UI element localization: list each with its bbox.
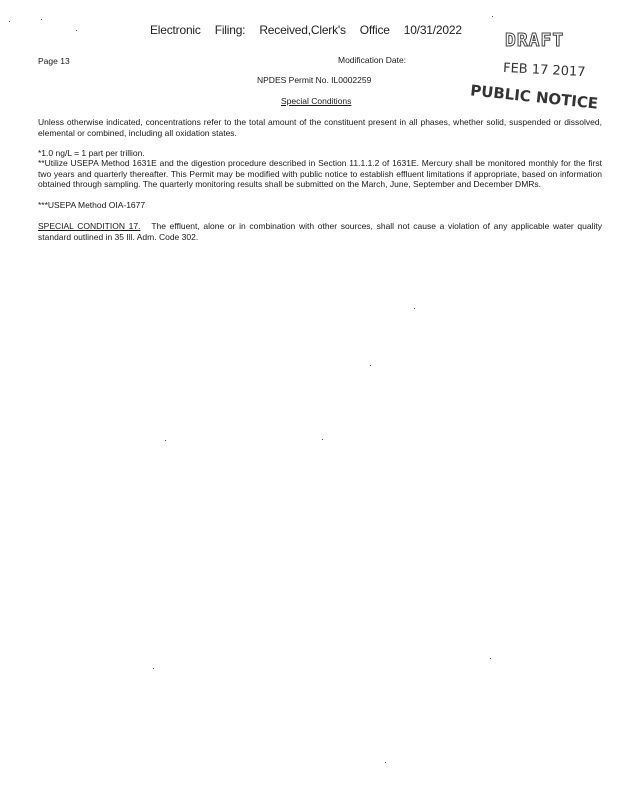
scan-speck [9,21,10,22]
condition-label: SPECIAL CONDITION 17. [38,221,141,231]
special-condition-17 [38,221,602,242]
scan-speck [385,762,386,763]
footnote-ng: *1.0 ng/L = 1 part per trillion. [38,148,145,158]
concentration-note: Unless otherwise indicated, concentrations refer to the total amount of the constituent present in all phases, whether solid, suspended or dissolved, elemental or combined, including all oxidation states. [38,117,602,138]
scan-speck [322,439,323,440]
public-notice-stamp: PUBLIC NOTICE [469,81,599,113]
scan-speck [414,308,415,309]
condition-text: The effluent, alone or in combination with other sources, shall not cause a violation of any applicable water quality standard outlined in 35 Ill. Adm. Code 302. [38,221,603,242]
filing-header [150,23,476,37]
scan-speck [41,19,42,20]
section-title: Special Conditions [281,96,352,106]
modification-date: Modification Date: [338,55,407,65]
page-number: Page 13 [38,56,70,66]
permit-number: NPDES Permit No. IL0002259 [257,75,372,85]
scan-speck [490,658,491,659]
header-received: Received,Clerk's [259,23,346,37]
footnote-method: ***USEPA Method OIA-1677 [38,200,146,210]
scan-speck [165,440,166,441]
header-office: Office [359,23,390,37]
header-electronic: Electronic [150,23,201,37]
header-filing: Filing: [214,23,246,37]
draft-stamp: DRAFT [505,30,565,51]
scan-speck [492,16,493,17]
scan-speck [76,30,77,31]
header-date: 10/31/2022 [403,23,462,37]
scan-speck [153,668,154,669]
stamp-date: FEB 17 2017 [502,60,586,81]
footnote-mercury: **Utilize USEPA Method 1631E and the digestion procedure described in Section 11.1.1.2 of 1631E. Mercury shall be monitored monthly for the first two years and quarterly thereafter. This Permit may be modified with public notice to establish effluent limitations if appropriate, based on information obtained through sampling. The quarterly monitoring results shall be submitted on the March, June, September and December DMRs. [38,158,602,189]
scan-speck [370,365,371,366]
